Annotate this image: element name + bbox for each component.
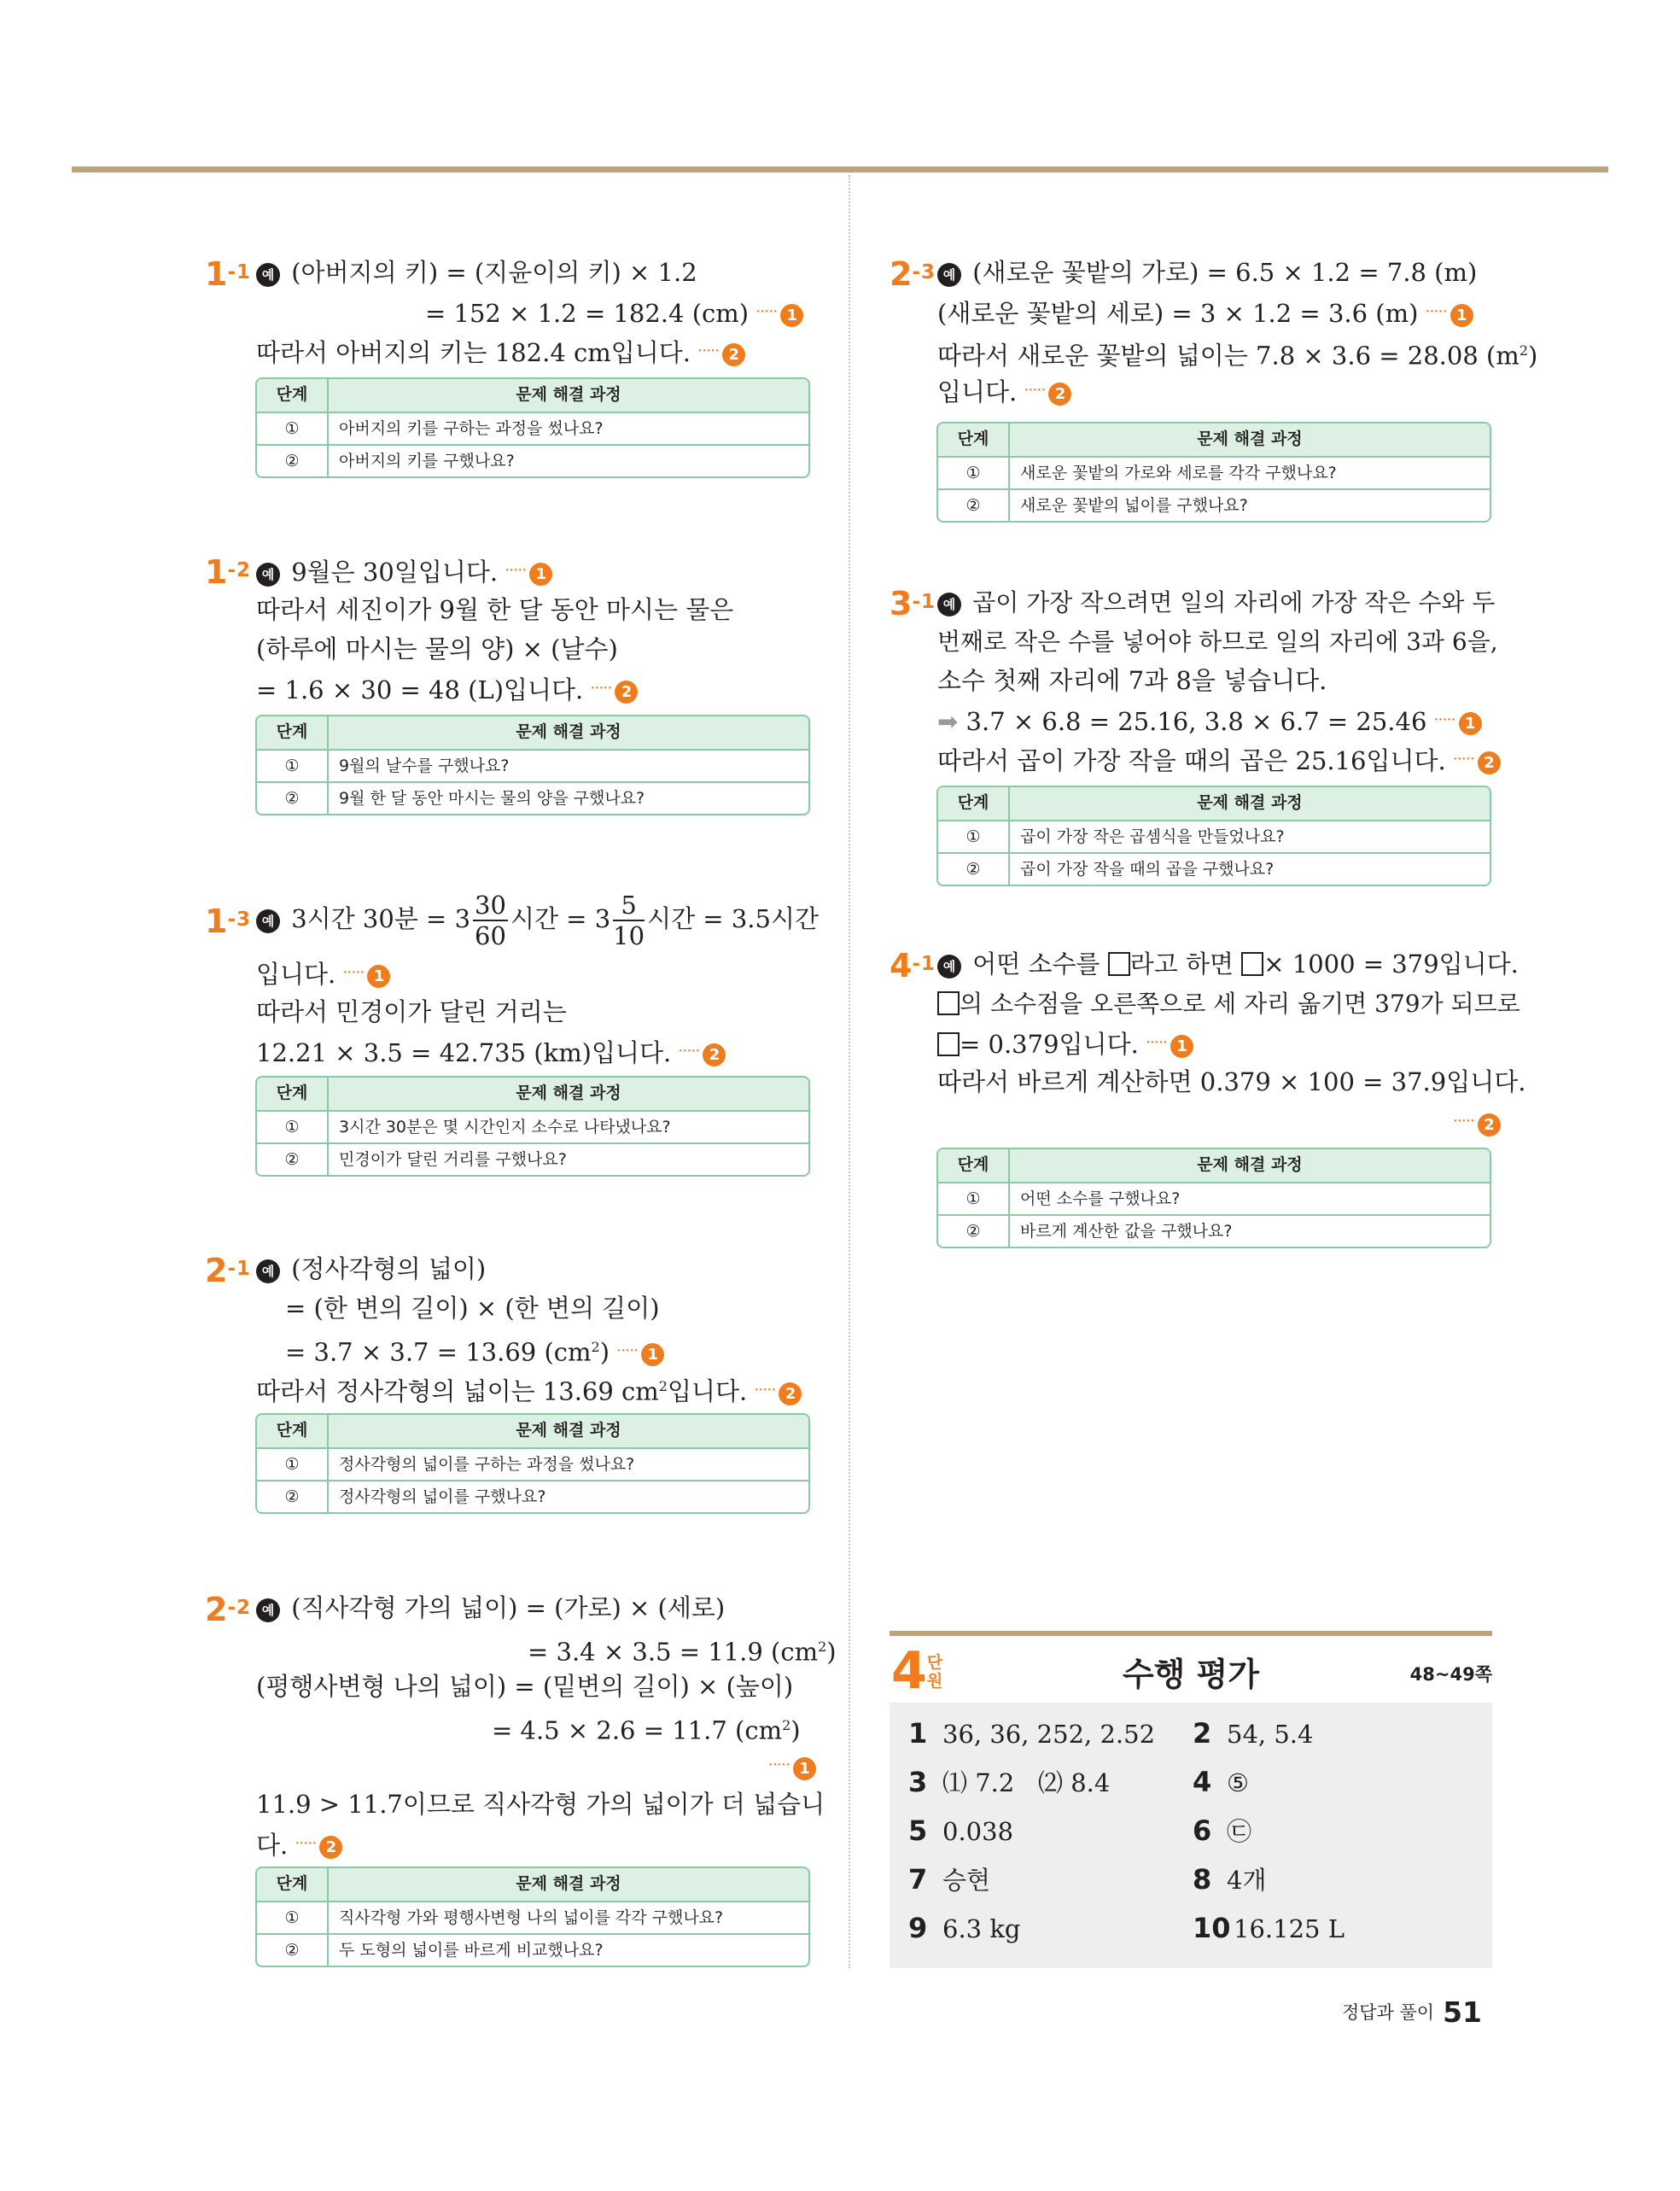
problem-number: $4^{-1}$ bbox=[890, 947, 936, 984]
answer-item: 1 36, 36, 252, 2.52 bbox=[908, 1717, 1156, 1750]
example-icon: 예 bbox=[256, 1598, 280, 1622]
rubric-table: 단계 문제 해결 과정 ① 새로운 꽃밭의 가로와 세로를 각각 구했나요? ② 새로운 꽃밭의 넓이를 구했나요? bbox=[936, 422, 1491, 523]
rubric-table: 단계 문제 해결 과정 ① 정사각형의 넓이를 구하는 과정을 썼나요? ② 정사각형의 넓이를 구했나요? bbox=[255, 1413, 810, 1514]
solution-line: (하루에 마시는 물의 양) × (날수) bbox=[256, 634, 618, 663]
problem-number: $3^{-1}$ bbox=[890, 585, 936, 622]
answer-item: 7 승현 bbox=[908, 1863, 991, 1896]
solution-line: 입니다. bbox=[937, 377, 1018, 406]
rubric-table: 단계 문제 해결 과정 ① 3시간 30분은 몇 시간인지 소수로 나타냈나요? ② 민경이가 달린 거리를 구했나요? bbox=[255, 1076, 810, 1177]
solution-line: (평행사변형 나의 넓이) = (밑변의 길이) × (높이) bbox=[256, 1672, 794, 1701]
answer-item: 10 16.125 L bbox=[1193, 1912, 1345, 1944]
problem-2-3: $2^{-3}$ 예 (새로운 꽃밭의 가로) = 6.5 × 1.2 = 7.8 (m) (새로운 꽃밭의 세로) = 3 × 1.2 = 3.6 (m) ····· 1 따라서 새로운 꽃밭의 넓이는 7.8 × 3.6 = 28.08 $(m^2)$ 입니다. ····· 2 bbox=[890, 253, 1504, 410]
rubric-item: 3시간 30분은 몇 시간인지 소수로 나타냈나요? bbox=[339, 1118, 671, 1136]
solution-line: 곱이 가장 작으려면 일의 자리에 가장 작은 수와 두 bbox=[972, 588, 1496, 616]
unit-title: 수행 평가 bbox=[1122, 1656, 1260, 1693]
solution-line: (아버지의 키) = (지윤이의 키) × 1.2 bbox=[291, 258, 697, 287]
solution-line: (새로운 꽃밭의 세로) = 3 × 1.2 = 3.6 (m) bbox=[937, 299, 1419, 328]
step-marker-2: 2 bbox=[1478, 1113, 1501, 1136]
unit-label: 단원 bbox=[926, 1653, 943, 1691]
answer-item: 4 ⑤ bbox=[1193, 1766, 1249, 1798]
rubric-item: 아버지의 키를 구하는 과정을 썼나요? bbox=[339, 419, 604, 438]
rubric-item: 새로운 꽃밭의 가로와 세로를 각각 구했나요? bbox=[1020, 464, 1337, 482]
rubric-item: 직사각형 가와 평행사변형 나의 넓이를 각각 구했나요? bbox=[339, 1908, 724, 1927]
rubric-item: 곱이 가장 작은 곱셈식을 만들었나요? bbox=[1020, 827, 1285, 846]
rubric-item: 정사각형의 넓이를 구하는 과정을 썼나요? bbox=[339, 1455, 635, 1474]
problem-number: $1^{-3}$ bbox=[205, 903, 252, 940]
example-icon: 예 bbox=[937, 955, 961, 979]
answer-item: 9 6.3 kg bbox=[908, 1912, 1021, 1944]
rubric-item: 정사각형의 넓이를 구했나요? bbox=[339, 1487, 546, 1506]
example-icon: 예 bbox=[256, 263, 280, 287]
solution-line: = 1.6 × 30 = 48 (L)입니다. bbox=[256, 675, 584, 704]
problem-1-3: $1^{-3}$ 예 3시간 30분 = 3 $\frac{30}{60}$ 시간 = 3 $\frac{5}{10}$ 시간 = 3.5시간 입니다. ····· 1 따라서 민경이가 달린 거리는 12.21 × 3.5 = 42.735 (km)입니다. ····· 2 bbox=[205, 891, 819, 1067]
solution-line: 입니다. bbox=[256, 960, 336, 989]
problem-2-1: $2^{-1}$ 예 (정사각형의 넓이) = (한 변의 길이) × (한 변의 길이) = 3.7 × 3.7 = 13.69 $(cm^2)$ ····· 1 따라서 정사각형의 넓이는 13.69 $cm^2$입니다. ····· 2 bbox=[205, 1249, 820, 1406]
problem-number: $1^{-1}$ bbox=[205, 255, 252, 293]
problem-number: $2^{-3}$ bbox=[890, 255, 936, 293]
solution-line: 11.9 > 11.7이므로 직사각형 가의 넓이가 더 넓습니 bbox=[256, 1790, 825, 1819]
solution-line: 소수 첫째 자리에 7과 8을 넣습니다. bbox=[937, 666, 1327, 695]
unit-number: 4 bbox=[891, 1641, 927, 1701]
problem-number: $1^{-2}$ bbox=[205, 553, 252, 591]
problem-4-1: $4^{-1}$ 예 어떤 소수를 라고 하면 × 1000 = 379입니다. 의 소수점을 오른쪽으로 세 자리 옮기면 379가 되므로 = 0.379입니다. ····· 1 따라서 바르게 계산하면 0.379 × 100 = 37.9입니다. ····· 2 bbox=[890, 944, 1504, 1141]
step-marker-1: 1 bbox=[529, 563, 552, 586]
step-marker-1: 1 bbox=[641, 1343, 664, 1366]
solution-line: = 152 × 1.2 = 182.4 (cm) bbox=[425, 299, 750, 328]
solution-line: 번째로 작은 수를 넣어야 하므로 일의 자리에 3과 6을, bbox=[937, 628, 1498, 656]
unit-header bbox=[890, 1631, 1492, 1703]
problem-3-1: $3^{-1}$ 예 곱이 가장 작으려면 일의 자리에 가장 작은 수와 두 번째로 작은 수를 넣어야 하므로 일의 자리에 3과 6을, 소수 첫째 자리에 7과 8을 넣습니다. ➡ 3.7 × 6.8 = 25.16, 3.8 × 6.7 = 25.46 ····· 1 따라서 곱이 가장 작을 때의 곱은 25.16입니다. ····· 2 bbox=[890, 582, 1504, 779]
example-icon: 예 bbox=[256, 1259, 280, 1283]
column-divider bbox=[849, 175, 850, 1968]
problem-1-2: $1^{-2}$ 예 9월은 30일입니다. ····· 1 따라서 세진이가 9월 한 달 동안 마시는 물은 (하루에 마시는 물의 양) × (날수) = 1.6 × 30 = 48 (L)입니다. ····· 2 bbox=[205, 551, 820, 708]
answer-item: 2 54, 5.4 bbox=[1193, 1717, 1314, 1750]
step-marker-1: 1 bbox=[1459, 712, 1482, 735]
rubric-item: 새로운 꽃밭의 넓이를 구했나요? bbox=[1020, 496, 1248, 515]
solution-line: 다. bbox=[256, 1831, 289, 1860]
unit-pages: 48~49쪽 bbox=[1409, 1664, 1492, 1685]
solution-line: 따라서 세진이가 9월 한 달 동안 마시는 물은 bbox=[256, 595, 734, 624]
top-rule bbox=[72, 167, 1608, 172]
solution-line: (정사각형의 넓이) bbox=[291, 1254, 487, 1283]
step-marker-2: 2 bbox=[615, 681, 638, 704]
rubric-table: 단계 문제 해결 과정 ① 어떤 소수를 구했나요? ② 바르게 계산한 값을 구했나요? bbox=[936, 1148, 1491, 1248]
rubric-item: 어떤 소수를 구했나요? bbox=[1020, 1189, 1181, 1208]
solution-line: 9월은 30일입니다. bbox=[291, 558, 499, 587]
blank-box-icon bbox=[937, 1032, 960, 1056]
solution-line: 따라서 아버지의 키는 182.4 cm입니다. bbox=[256, 338, 691, 367]
example-icon: 예 bbox=[256, 563, 280, 587]
step-marker-1: 1 bbox=[367, 965, 390, 988]
blank-box-icon bbox=[1108, 952, 1130, 976]
rubric-table: 단계 문제 해결 과정 ① 9월의 날수를 구했나요? ② 9월 한 달 동안 마시는 물의 양을 구했나요? bbox=[255, 715, 810, 815]
rubric-item: 두 도형의 넓이를 바르게 비교했나요? bbox=[339, 1941, 604, 1960]
rubric-table: 단계 문제 해결 과정 ① 직사각형 가와 평행사변형 나의 넓이를 각각 구했나요? ② 두 도형의 넓이를 바르게 비교했나요? bbox=[255, 1867, 810, 1967]
page-footer bbox=[1342, 1995, 1482, 2029]
step-marker-1: 1 bbox=[1450, 304, 1473, 327]
solution-line: (새로운 꽃밭의 가로) = 6.5 × 1.2 = 7.8 (m) bbox=[972, 258, 1478, 287]
solution-line: 3.7 × 6.8 = 25.16, 3.8 × 6.7 = 25.46 bbox=[965, 707, 1427, 736]
answer-item: 8 4개 bbox=[1193, 1863, 1267, 1896]
rubric-item: 9월의 날수를 구했나요? bbox=[339, 757, 510, 775]
step-marker-1: 1 bbox=[1170, 1035, 1193, 1058]
blank-box-icon bbox=[1241, 952, 1263, 976]
step-marker-2: 2 bbox=[319, 1836, 342, 1859]
fraction: $\frac{30}{60}$ bbox=[475, 891, 506, 950]
rubric-table: 단계 문제 해결 과정 ① 아버지의 키를 구하는 과정을 썼나요? ② 아버지의 키를 구했나요? bbox=[255, 377, 810, 478]
footer-text: 정답과 풀이 bbox=[1341, 2002, 1435, 2023]
unit-assessment bbox=[890, 1631, 1492, 1968]
rubric-table: 단계 문제 해결 과정 ① 곱이 가장 작은 곱셈식을 만들었나요? ② 곱이 가장 작을 때의 곱을 구했나요? bbox=[936, 786, 1491, 886]
problem-number: $2^{-2}$ bbox=[205, 1591, 252, 1628]
rubric-item: 곱이 가장 작을 때의 곱을 구했나요? bbox=[1020, 860, 1275, 879]
step-marker-1: 1 bbox=[793, 1757, 816, 1780]
rubric-item: 민경이가 달린 거리를 구했나요? bbox=[339, 1150, 567, 1169]
rubric-item: 9월 한 달 동안 마시는 물의 양을 구했나요? bbox=[339, 789, 645, 808]
solution-line: = (한 변의 길이) × (한 변의 길이) bbox=[285, 1294, 660, 1323]
solution-line: 따라서 곱이 가장 작을 때의 곱은 25.16입니다. bbox=[937, 746, 1446, 775]
answer-item: 5 0.038 bbox=[908, 1814, 1014, 1847]
solution-line: 따라서 바르게 계산하면 0.379 × 100 = 37.9입니다. bbox=[937, 1067, 1526, 1096]
rubric-item: 아버지의 키를 구했나요? bbox=[339, 452, 515, 470]
answer-item: 6 ㉢ bbox=[1193, 1814, 1252, 1847]
step-marker-2: 2 bbox=[1048, 383, 1071, 406]
solution-line: 따라서 민경이가 달린 거리는 bbox=[256, 997, 567, 1026]
example-icon: 예 bbox=[937, 593, 961, 616]
example-icon: 예 bbox=[256, 909, 280, 933]
answer-item: 3 ⑴ 7.2 ⑵ 8.4 bbox=[908, 1766, 1111, 1798]
arrow-icon: ➡ bbox=[937, 707, 959, 736]
step-marker-2: 2 bbox=[703, 1043, 726, 1066]
step-marker-2: 2 bbox=[722, 343, 745, 366]
problem-1-1: $1^{-1}$ 예 (아버지의 키) = (지윤이의 키) × 1.2 = 152 × 1.2 = 182.4 (cm) ····· 1 따라서 아버지의 키는 182.4 cm입니다. ····· 2 bbox=[205, 253, 820, 371]
step-marker-1: 1 bbox=[780, 304, 803, 327]
solution-line: (직사각형 가의 넓이) = (가로) × (세로) bbox=[291, 1593, 726, 1622]
blank-box-icon bbox=[937, 991, 960, 1015]
example-icon: 예 bbox=[937, 263, 961, 287]
problem-2-2: $2^{-2}$ 예 (직사각형 가의 넓이) = (가로) × (세로) = 3.4 × 3.5 = 11.9 $(cm^2)$ (평행사변형 나의 넓이) = (밑변의 길이) × (높이) = 4.5 × 2.6 = 11.7 $(cm^2)$ ····· 1 11.9 > 11.7이므로 직사각형 가의 넓이가 더 넓습니 다. ····· 2 bbox=[205, 1588, 820, 1863]
rubric-item: 바르게 계산한 값을 구했나요? bbox=[1020, 1222, 1233, 1241]
problem-number: $2^{-1}$ bbox=[205, 1252, 252, 1289]
page-number: 51 bbox=[1443, 1995, 1482, 2029]
step-marker-2: 2 bbox=[1478, 751, 1501, 774]
solution-line: 12.21 × 3.5 = 42.735 (km)입니다. bbox=[256, 1038, 672, 1067]
step-marker-2: 2 bbox=[779, 1382, 802, 1405]
fraction: $\frac{5}{10}$ bbox=[613, 891, 645, 950]
